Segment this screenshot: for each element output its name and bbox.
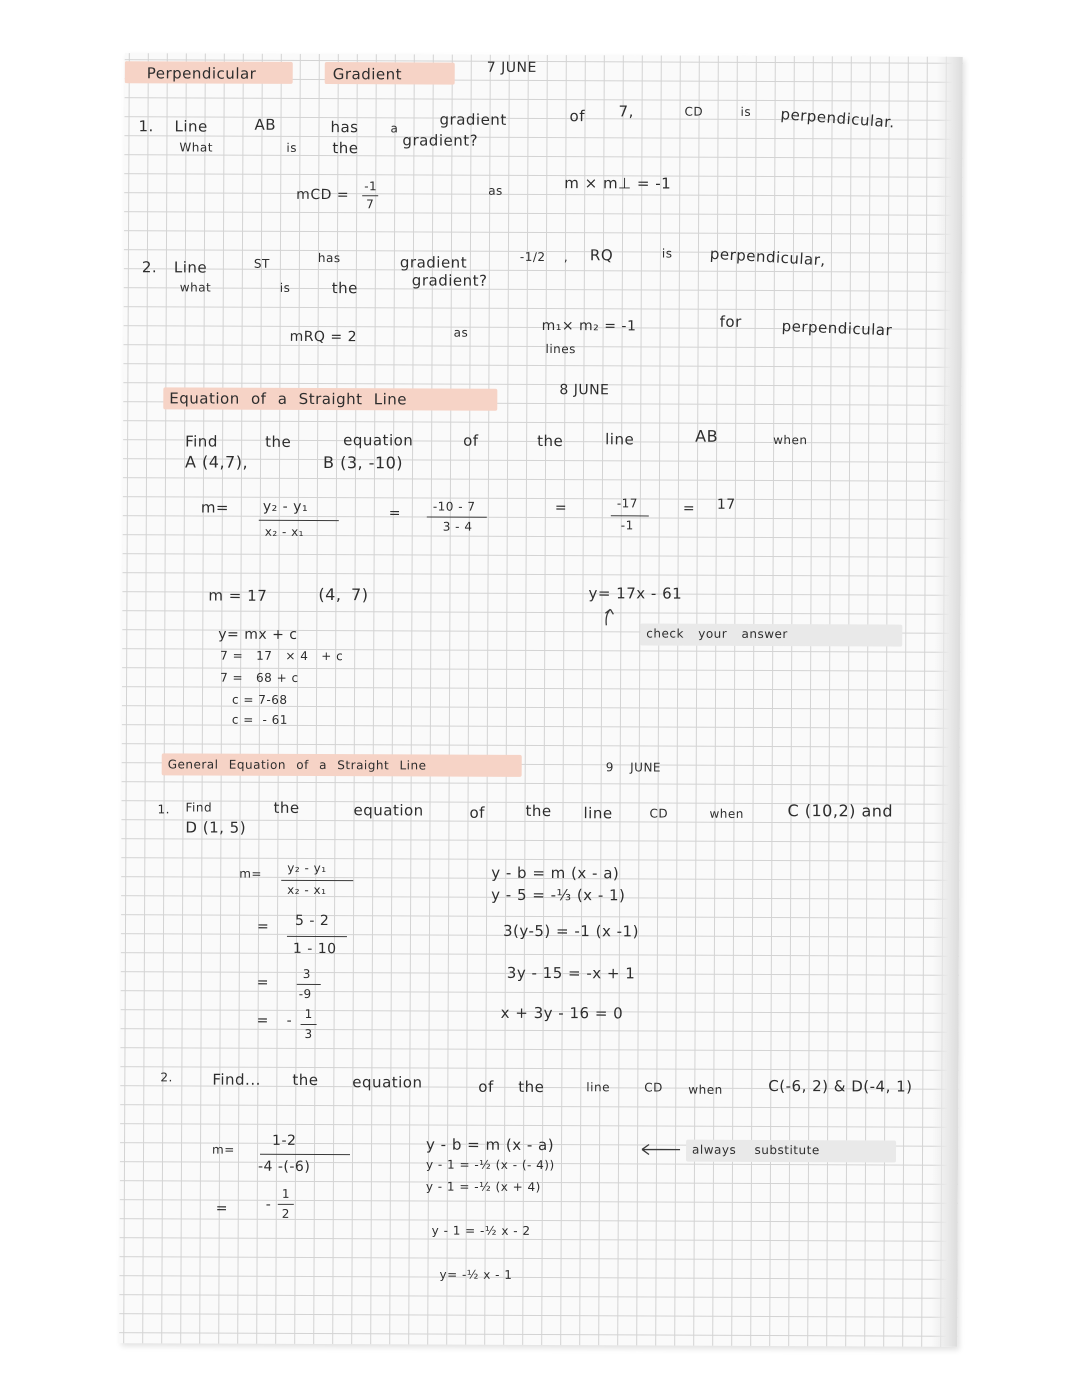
working-line: c = - 61 (231, 712, 288, 727)
gradient-label: m= (200, 498, 230, 517)
date-8-june: 8 JUNE (559, 382, 610, 399)
gq1-point-c: C (10,2) and (787, 801, 894, 821)
gq2-text: CD (644, 1080, 663, 1095)
q1-text: What (179, 140, 213, 155)
gq2-working: y - 1 = -½ (x - (- 4)) (425, 1157, 555, 1173)
gq2-text: line (586, 1080, 610, 1095)
q1-text: a (390, 121, 399, 136)
q2-text: has (317, 251, 341, 266)
working-line: y= mx + c (218, 626, 298, 643)
q2-text: is (279, 280, 291, 295)
gq1-sub-num: 5 - 2 (294, 912, 330, 930)
gq2-m-label: m= (212, 1142, 235, 1157)
q2-text: perpendicular, (709, 244, 827, 270)
straight-q-text: Find (185, 432, 218, 451)
q2-rule-lines: lines (545, 342, 576, 357)
q1-text: gradient? (402, 131, 479, 150)
gq1-working: y - 5 = -⅓ (x - 1) (491, 885, 626, 905)
straight-q-text: line (605, 430, 635, 449)
q2-rule: m₁× m₂ = -1 (541, 317, 637, 335)
gq2-text: the (518, 1077, 545, 1097)
q2-text: Line (173, 258, 208, 277)
q2-text: ST (253, 256, 270, 271)
gq1-sub-den: 1 - 10 (292, 940, 337, 958)
gq1-number: 1. (157, 802, 171, 817)
q2-text: gradient? (411, 271, 488, 290)
q1-text: 7, (618, 102, 634, 121)
fraction-bar (297, 984, 321, 985)
gq1-text: CD (649, 806, 669, 821)
fraction-bar (259, 520, 339, 521)
q2-number: 2. (141, 258, 158, 277)
gq1-working: 3(y-5) = -1 (x -1) (502, 921, 639, 941)
formula-numerator: y₂ - y₁ (262, 498, 309, 515)
gq2-working: y - 1 = -½ (x + 4) (425, 1179, 541, 1195)
q1-number: 1. (138, 117, 154, 136)
q2-perpendicular: perpendicular (781, 317, 893, 340)
gq1-text: of (469, 803, 486, 822)
q1-answer-denominator: 7 (366, 197, 375, 212)
q1-text: CD (684, 104, 704, 119)
gq1-res-den: -9 (298, 986, 312, 1002)
gq2-sub-den: -4 -(-6) (257, 1158, 311, 1175)
q2-text: , (563, 250, 569, 265)
q1-answer-numerator: -1 (364, 179, 378, 194)
gq2-text: of (478, 1077, 494, 1096)
gq1-text: when (709, 806, 744, 821)
fraction-bar (427, 516, 487, 517)
sub-denominator: 3 - 4 (442, 519, 473, 534)
formula-denominator: x₂ - x₁ (264, 524, 305, 539)
result-denominator: -1 (620, 518, 634, 533)
page-edge-shadow (931, 57, 963, 1347)
q1-text: is (286, 140, 298, 155)
gq2-number: 2. (160, 1070, 173, 1085)
straight-q-text: of (463, 431, 479, 450)
equals: = (682, 500, 696, 517)
q1-answer: mCD = (296, 186, 350, 204)
notebook-page (119, 53, 963, 1347)
q1-text: AB (254, 115, 277, 134)
straight-q-text: equation (343, 431, 414, 450)
gq1-text: the (273, 798, 300, 817)
straight-q-text: when (773, 433, 808, 448)
final-equation: y= 17x - 61 (588, 584, 683, 603)
q1-text: has (330, 118, 359, 137)
equals: = (215, 1200, 229, 1217)
minus-sign: - (265, 1196, 272, 1213)
fraction-bar (287, 936, 347, 937)
gq1-formula-num: y₂ - y₁ (287, 860, 327, 876)
sub-numerator: -10 - 7 (432, 499, 476, 514)
q1-rule: m × m⊥ = -1 (564, 174, 672, 193)
heading-general: General Equation of a Straight Line (167, 757, 427, 773)
gq1-working: y - b = m (x - a) (491, 863, 620, 883)
q2-text: is (661, 246, 673, 261)
fraction-bar (260, 1154, 350, 1155)
straight-q-text: the (537, 431, 564, 451)
result-value: 17 (716, 496, 736, 513)
fraction-bar (281, 880, 353, 881)
gq1-res-num: 3 (302, 966, 311, 981)
q2-text: -1/2 (519, 249, 546, 265)
equals: = (388, 505, 402, 522)
straight-q-text: AB (695, 426, 719, 446)
q2-text: what (179, 280, 212, 295)
point-a: A (4,7), (184, 452, 249, 472)
gq2-working: y= -½ x - 1 (439, 1267, 513, 1282)
gq1-point-d: D (1, 5) (185, 818, 247, 837)
point-b: B (3, -10) (322, 453, 404, 473)
q1-text: the (332, 139, 359, 158)
minus-sign: - (286, 1012, 293, 1029)
q1-text: is (740, 104, 752, 119)
gq1-working: x + 3y - 16 = 0 (500, 1003, 624, 1023)
q2-text: gradient (399, 253, 468, 272)
fraction-bar (301, 1024, 317, 1025)
q2-text: the (331, 279, 358, 298)
q2-text: RQ (589, 246, 614, 265)
heading-perpendicular: Perpendicular (146, 64, 257, 83)
q1-text: gradient (439, 110, 507, 129)
substitute-note: always substitute (692, 1142, 820, 1158)
fraction-bar (611, 515, 649, 516)
fraction-bar (362, 195, 378, 196)
working-line: c = 7-68 (231, 692, 288, 707)
gq2-sub-num: 1-2 (272, 1132, 297, 1149)
gq2-working: y - 1 = -½ x - 2 (431, 1223, 531, 1238)
gq1-text: Find (185, 800, 213, 815)
gq2-text: Find... (212, 1070, 261, 1089)
gq2-final-den: 2 (281, 1206, 290, 1221)
gq1-text: the (525, 801, 552, 821)
q2-as: as (453, 325, 469, 340)
equals: = (554, 500, 568, 517)
date-7-june: 7 JUNE (486, 59, 537, 76)
gq1-formula-den: x₂ - x₁ (287, 882, 327, 898)
gq1-text: line (583, 804, 613, 823)
straight-q-text: the (265, 432, 292, 451)
gq1-final-num: 1 (304, 1006, 313, 1022)
q1-text: Line (174, 117, 208, 136)
gq2-final-num: 1 (281, 1186, 291, 1201)
working-line: 7 = 68 + c (220, 670, 299, 685)
fraction-bar (278, 1204, 294, 1205)
working-line: 7 = 17 × 4 + c (220, 648, 344, 664)
equals: = (256, 918, 270, 935)
heading-straight-line: Equation of a Straight Line (169, 389, 408, 409)
equals: = (256, 974, 270, 991)
gq1-m-label: m= (239, 866, 263, 881)
gq1-text: equation (353, 801, 424, 820)
q1-text: of (569, 107, 586, 126)
gq2-text: the (292, 1070, 319, 1090)
point-used: (4, 7) (318, 585, 369, 605)
equals: = (256, 1012, 269, 1029)
gq2-points: C(-6, 2) & D(-4, 1) (768, 1076, 913, 1096)
heading-gradient: Gradient (332, 65, 403, 84)
result-numerator: -17 (616, 496, 638, 511)
gq2-working: y - b = m (x - a) (426, 1135, 555, 1155)
date-9-june: 9 JUNE (605, 760, 662, 775)
q2-for: for (719, 312, 742, 331)
q1-as: as (488, 183, 503, 198)
gq2-text: when (688, 1082, 723, 1097)
check-note: check your answer (646, 626, 788, 642)
gradient-value: m = 17 (208, 586, 268, 605)
gq1-final-den: 3 (304, 1026, 313, 1042)
gq2-text: equation (352, 1073, 423, 1092)
q1-text: perpendicular. (779, 105, 896, 132)
q2-answer: mRQ = 2 (289, 328, 358, 346)
gq1-working: 3y - 15 = -x + 1 (506, 963, 636, 983)
